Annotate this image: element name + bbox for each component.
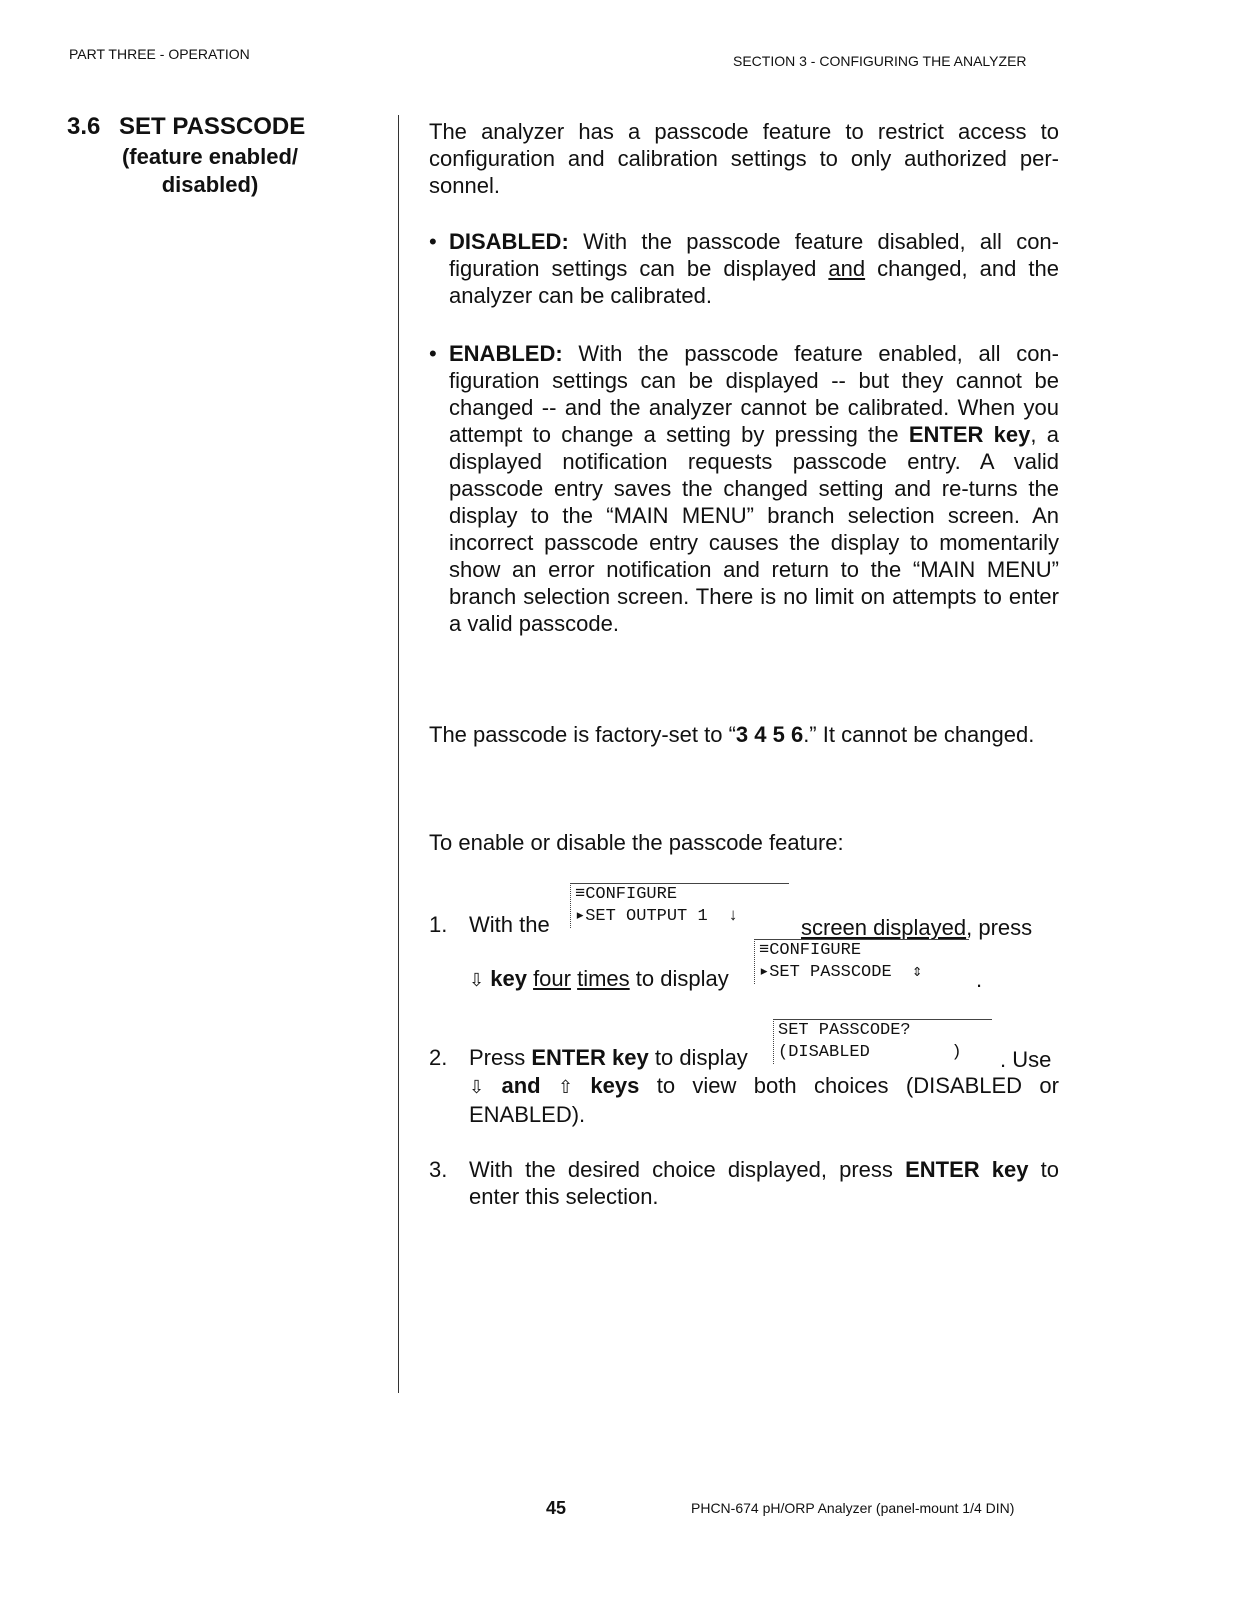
step-text: to display bbox=[648, 1045, 748, 1070]
bullet-label: DISABLED: bbox=[449, 229, 569, 254]
lcd-configure-output bbox=[570, 883, 789, 928]
underlined-text: four bbox=[533, 966, 571, 991]
intro-paragraph: The analyzer has a passcode feature to restrict access to configuration and calibration settings to only authorized per-sonnel. bbox=[429, 119, 1059, 198]
note-text: The passcode is factory-set to “ bbox=[429, 722, 736, 747]
section-number: 3.6 bbox=[67, 113, 101, 140]
step-3 bbox=[429, 1156, 1059, 1210]
section-subtitle-line2: disabled) bbox=[161, 172, 259, 197]
note-text: .” It cannot be changed. bbox=[803, 722, 1035, 747]
lcd-line: (DISABLED ) bbox=[778, 1043, 962, 1062]
section-title: SET PASSCODE bbox=[119, 113, 306, 140]
enter-key-ref: ENTER key bbox=[905, 1157, 1029, 1182]
step-2-continuation bbox=[469, 1072, 1059, 1128]
bullet-enabled bbox=[429, 340, 1059, 637]
bullet-disabled bbox=[429, 228, 1059, 309]
lcd-set-passcode bbox=[773, 1019, 992, 1064]
passcode-note bbox=[429, 721, 1059, 748]
step-1-text: With the bbox=[469, 912, 550, 937]
page-number: 45 bbox=[546, 1498, 567, 1518]
step-number: 2. bbox=[429, 1045, 448, 1070]
step-text: to enter this selection. bbox=[469, 1157, 1059, 1209]
down-arrow-icon: ⇩ bbox=[469, 1077, 485, 1097]
up-arrow-icon: ⇧ bbox=[557, 1077, 574, 1097]
section-subtitle bbox=[110, 143, 310, 199]
step-text: , press bbox=[966, 915, 1033, 940]
step-1-text bbox=[801, 914, 1032, 941]
lcd-line: ≡CONFIGURE bbox=[759, 941, 862, 960]
bullet-text: With the passcode feature disabled, all con-figuration settings can be displayed bbox=[449, 229, 1059, 281]
running-header-left: PART THREE - OPERATION bbox=[69, 46, 250, 62]
step-number: 3. bbox=[429, 1157, 448, 1182]
lcd-configure-passcode bbox=[754, 939, 969, 984]
step-text: and bbox=[501, 1073, 541, 1098]
lcd-line: ▸SET PASSCODE ⇕ bbox=[759, 963, 923, 982]
key-word: keys bbox=[590, 1073, 640, 1098]
section-subtitle-line1: (feature enabled/ bbox=[121, 144, 299, 169]
section-heading bbox=[67, 113, 305, 141]
lcd-line: ≡CONFIGURE bbox=[575, 885, 678, 904]
step-text: Press bbox=[469, 1045, 532, 1070]
step-number: 1. bbox=[429, 912, 448, 937]
column-divider bbox=[398, 115, 399, 1393]
passcode-value: 3 4 5 6 bbox=[735, 722, 804, 747]
key-word: key bbox=[490, 966, 527, 991]
bullet-dot: • bbox=[429, 229, 437, 254]
step-3-text bbox=[469, 1156, 1059, 1210]
procedure-intro: To enable or disable the passcode feature: bbox=[429, 830, 844, 855]
bullet-disabled-text bbox=[449, 228, 1059, 309]
footer-title: PHCN-674 pH/ORP Analyzer (panel-mount 1/4 DIN) bbox=[691, 1500, 1015, 1516]
step-text: to display bbox=[635, 966, 729, 991]
bullet-text: changed, and the analyzer can be calibrated. bbox=[449, 256, 1059, 308]
bullet-label: ENABLED: bbox=[449, 341, 563, 366]
step-2-text bbox=[469, 1044, 748, 1071]
bullet-dot: • bbox=[429, 341, 437, 366]
enter-key-ref: ENTER key bbox=[531, 1045, 649, 1070]
step-text: With the desired choice displayed, press bbox=[469, 1157, 906, 1182]
down-arrow-icon: ⇩ bbox=[469, 970, 485, 990]
step-1-period: . bbox=[976, 967, 983, 992]
lcd-line: SET PASSCODE? bbox=[778, 1021, 911, 1040]
step-text: to view both choices (DISABLED or ENABLED). bbox=[469, 1073, 1059, 1127]
bullet-text: , a displayed notification requests passcode entry. A valid passcode entry saves the changed setting and re-turns the display to the “MAIN MENU” branch selection screen. An incorrect passcode entry causes the display to momentarily show an error notification and return to the “MAIN MENU” branch selection screen. There is no limit on attempts to enter a valid passcode. bbox=[449, 422, 1059, 636]
underlined-word: and bbox=[828, 256, 866, 281]
step-2-use: . Use bbox=[1000, 1047, 1052, 1072]
running-header-right: SECTION 3 - CONFIGURING THE ANALYZER bbox=[733, 53, 1027, 69]
bullet-text: With the passcode feature enabled, all con-figuration settings can be displayed -- but they cannot be changed -- and the analyzer cannot be calibrated. When you attempt to change a setting by pressing the bbox=[449, 341, 1059, 447]
underlined-text: times bbox=[577, 966, 630, 991]
step-1-text-line2 bbox=[469, 965, 729, 994]
enter-key-ref: ENTER key bbox=[908, 422, 1031, 447]
bullet-enabled-text bbox=[449, 340, 1059, 637]
lcd-line: ▸SET OUTPUT 1 ↓ bbox=[575, 907, 739, 926]
underlined-text: screen displayed bbox=[801, 915, 967, 940]
